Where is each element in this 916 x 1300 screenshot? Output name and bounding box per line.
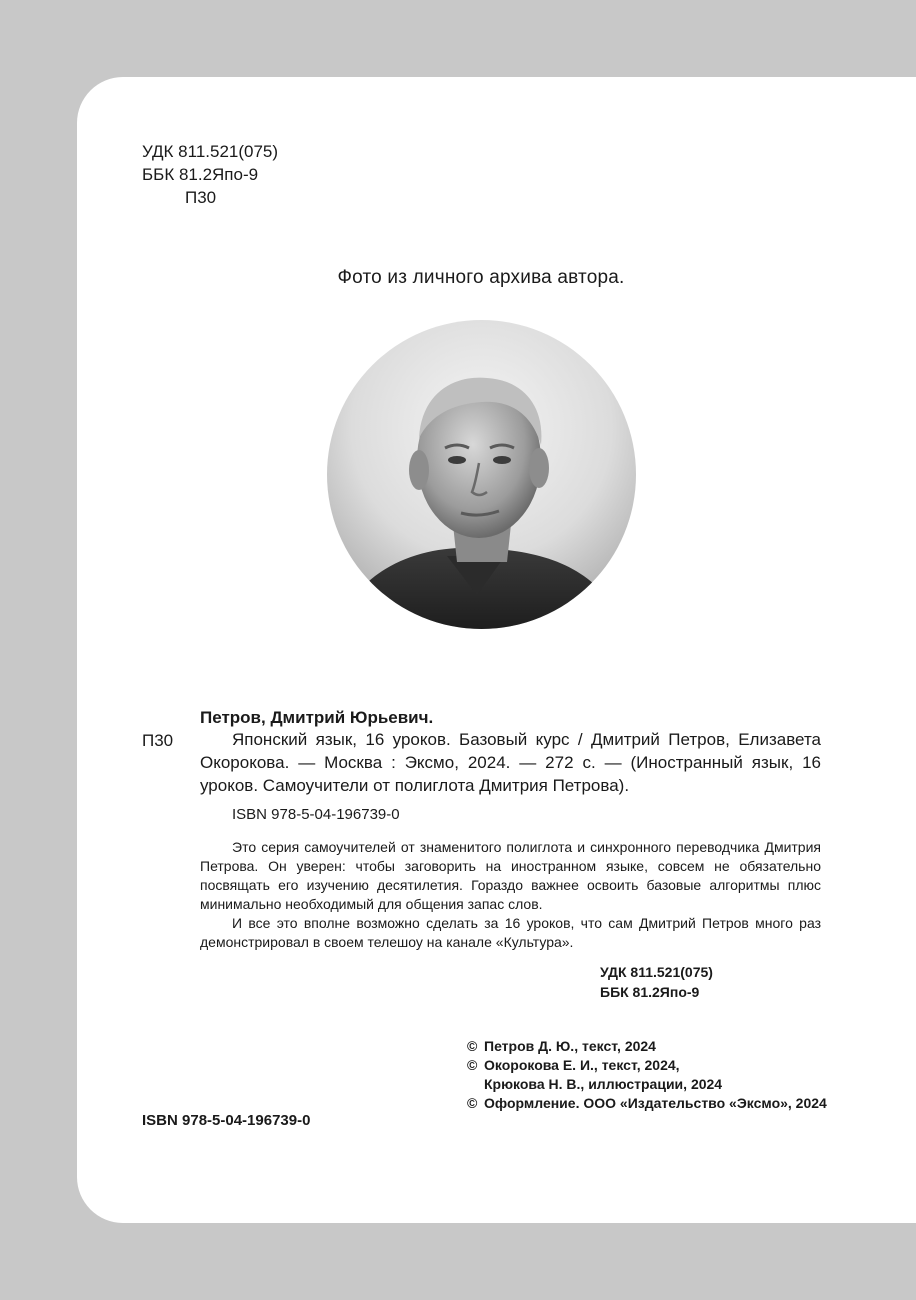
portrait-photo <box>327 320 636 629</box>
classification-codes-bottom <box>600 962 821 1002</box>
photo-caption: Фото из личного архива автора. <box>337 267 625 288</box>
copyright-mark: © <box>467 1057 478 1073</box>
copyright-block <box>467 1037 827 1113</box>
author-heading: Петров, Дмитрий Юрьевич. <box>200 708 434 727</box>
copyright-entry <box>467 1056 827 1094</box>
author-portrait <box>327 320 636 629</box>
bbk-code-bottom: ББК 81.2Япо-9 <box>600 984 700 1000</box>
author-mark-left: П30 <box>142 731 174 750</box>
author-mark: П30 <box>185 188 217 207</box>
classification-codes-top <box>142 140 278 209</box>
bibliographic-description: Японский язык, 16 уроков. Базовый курс / Дмитрий Петров, Елизавета Окорокова. — Москва : Эксмо, 2024. — 272 с. — (Иностранный язык, 16 уроков. Самоучители от полиглота Дмитрия Петрова). <box>200 730 821 795</box>
isbn-bottom: ISBN 978-5-04-196739-0 <box>142 1112 311 1129</box>
copyright-mark: © <box>467 1095 478 1111</box>
annotation <box>200 838 821 952</box>
copyright-text: Окорокова Е. И., текст, 2024, Крюкова Н. В., иллюстрации, 2024 <box>484 1057 723 1092</box>
annotation-paragraph: И все это вполне возможно сделать за 16 уроков, что сам Дмитрий Петров много раз демонстрировал в своем телешоу на канале «Культура». <box>200 915 821 950</box>
copyright-entry <box>467 1037 827 1056</box>
copyright-mark: © <box>467 1038 478 1054</box>
udk-code: УДК 811.521(075) <box>142 142 279 161</box>
bbk-code: ББК 81.2Япо-9 <box>142 165 259 184</box>
copyright-text: Оформление. ООО «Издательство «Эксмо», 2024 <box>484 1095 827 1111</box>
isbn-line: ISBN 978-5-04-196739-0 <box>232 806 400 823</box>
udk-code-bottom: УДК 811.521(075) <box>600 964 713 980</box>
copyright-text: Петров Д. Ю., текст, 2024 <box>484 1038 656 1054</box>
annotation-paragraph: Это серия самоучителей от знаменитого полиглота и синхронного переводчика Дмитрия Петрова. Он уверен: чтобы заговорить на иностранном языке, совсем не обязательно посвящать его изучению десятилетия. Гораздо важнее освоить базовые алгоритмы плюс минимально необходимый для общения запас слов. <box>200 839 821 912</box>
copyright-entry <box>467 1094 827 1113</box>
